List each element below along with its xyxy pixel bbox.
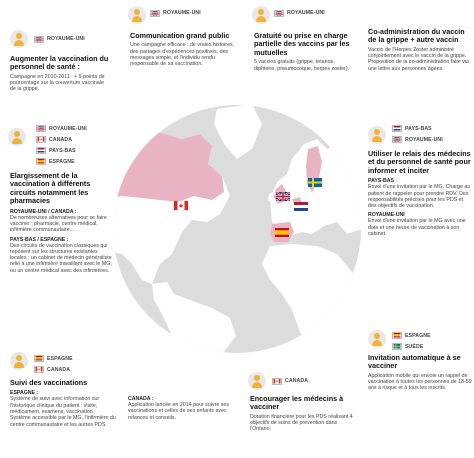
- flag-canada-icon: [36, 136, 46, 143]
- card-title: Communication grand public: [130, 31, 230, 40]
- card-body: Des circuits de vaccination classiques qui reposent sur les structures existantes locales : un cabinet de médecin généraliste relié à une infirmière travaillant avec le MG, ou un centre médical avec des infirmières.: [10, 242, 112, 274]
- map-flag-uk: [276, 192, 290, 201]
- flag-netherlands-icon: [36, 147, 46, 154]
- card-body: 5 vaccins gratuits (grippe, tetanos, diphterie, pneumocoque, herpes zoster).: [254, 59, 350, 72]
- country-tag: ESPAGNE: [49, 158, 75, 165]
- country-tag: ESPAGNE: [47, 355, 73, 362]
- card-body: Application lancée en 2014 pour suivre ses vaccinations et celles de ses enfants avec relances et conseils.: [128, 402, 230, 421]
- map-flag-sweden: [308, 178, 322, 187]
- map-flag-netherlands: [294, 202, 308, 211]
- card-body: Dotation financière pour les PDS réalisant 4 objectifs de soins de prévention dans l'Ontario.: [250, 413, 353, 433]
- card-subheading: ROYAUME-UNI / CANADA :: [10, 208, 77, 215]
- person-icon: [248, 372, 266, 390]
- flag-netherlands-icon: [392, 125, 402, 132]
- card-title: Suivi des vaccinations: [10, 378, 88, 387]
- country-tag: PAYS-BAS: [405, 125, 432, 132]
- card-body: Une campagne efficace : de vraies histoires, des partages d'expériences positives, des messages simple, et l'individu rendu responsable de sa vaccination.: [130, 42, 235, 68]
- flag-uk-icon: [392, 136, 402, 143]
- flag-sweden-icon: [392, 343, 402, 350]
- card-title: Elargissement de la vaccination à différents circuits notamment les pharmacies: [10, 171, 91, 206]
- card-body: Campagne en 2010-2011 : + 9 points de pourcentage sur la couverture vaccinale de la grippe.: [10, 73, 105, 93]
- flag-spain-icon: [36, 158, 46, 165]
- map-flag-spain: [275, 228, 289, 237]
- card-subheading: PAYS-BAS / ESPAGNE :: [10, 236, 69, 243]
- world-map-icon: [112, 104, 362, 354]
- person-icon: [128, 6, 146, 24]
- country-tag: CANADA: [47, 366, 71, 373]
- card-title: Utiliser le relais des médecins et du personnel de santé pour informer et inciter: [368, 149, 471, 175]
- card-body: Vaccin de l'Herpes Zoster administré conjointement avec le vaccin de la grippe. Proposition de la co-administration faite via une lettre aux personnes âgées.: [368, 46, 469, 72]
- person-icon: [368, 330, 386, 348]
- card-title: Invitation automatique à se vacciner: [368, 353, 461, 371]
- card-subheading: PAYS-BAS: [368, 178, 394, 185]
- country-tag: ESPAGNE: [405, 332, 431, 339]
- card-co-administration: [368, 26, 470, 72]
- country-tag: ROYAUME-UNI: [405, 136, 443, 143]
- person-icon: [252, 6, 270, 24]
- flag-uk-icon: [274, 10, 284, 17]
- country-tag: ROYAUME-UNI: [47, 36, 85, 43]
- country-tag: ROYAUME-UNI: [49, 125, 87, 132]
- flag-spain-icon: [34, 355, 44, 362]
- map-flag-canada: [174, 201, 188, 210]
- card-title: Augmenter la vaccination du personnel de santé :: [10, 54, 109, 72]
- card-subheading: ESPAGNE :: [10, 390, 39, 397]
- country-tag: CANADA: [49, 136, 73, 143]
- card-body: Envoi d'une invitation par le MG avec une date et une heure de vaccination à son cabinet.: [368, 218, 466, 237]
- card-canada-app: [128, 393, 232, 421]
- card-title: Gratuité ou prise en charge partielle des vaccins par les mutuelles: [254, 31, 350, 57]
- flag-canada-icon: [34, 366, 44, 373]
- card-title: Encourager les médecins à vacciner: [250, 394, 344, 412]
- person-icon: [10, 352, 28, 370]
- person-icon: [8, 128, 26, 146]
- country-tag: ROYAUME-UNI: [287, 10, 325, 17]
- country-canada: [112, 132, 224, 202]
- card-body: De nombreuses alternatives pour se faire vacciner : pharmacie, centre médical, infirmière communautaire...: [10, 214, 107, 234]
- card-body: Application mobile qui envoie un rappel de vaccination à toutes les personnes de 18-59 ans à risque et à tous les inscrits.: [368, 372, 472, 392]
- card-title: Co-administration du vaccin de la grippe + autre vaccin: [368, 27, 465, 45]
- country-tag: CANADA: [285, 378, 309, 385]
- flag-spain-icon: [392, 332, 402, 339]
- card-body: Envoi d'une invitation par le MG. Charge au patient de rappeler pour prendre RDV. Des responsabilités précises pour les PDS et des objectifs de vaccination.: [368, 184, 471, 210]
- flag-uk-icon: [34, 36, 44, 43]
- person-icon: [368, 126, 386, 144]
- card-body: Système de suivi avec information sur l'historique clinique du patient : visite, médicament, examens, vaccination. Système accessible par le MG, l'infirmière du centre communautaire et les autres PDS.: [10, 396, 116, 428]
- card-subheading: ROYAUME-UNI: [368, 212, 405, 219]
- person-icon: [10, 30, 28, 48]
- country-tag: SUÈDE: [405, 343, 424, 350]
- card-subheading: CANADA :: [128, 396, 154, 402]
- flag-uk-icon: [36, 125, 46, 132]
- country-tag: PAYS-BAS: [49, 147, 76, 154]
- flag-uk-icon: [150, 10, 160, 17]
- country-tag: ROYAUME-UNI: [163, 10, 201, 17]
- flag-canada-icon: [272, 378, 282, 385]
